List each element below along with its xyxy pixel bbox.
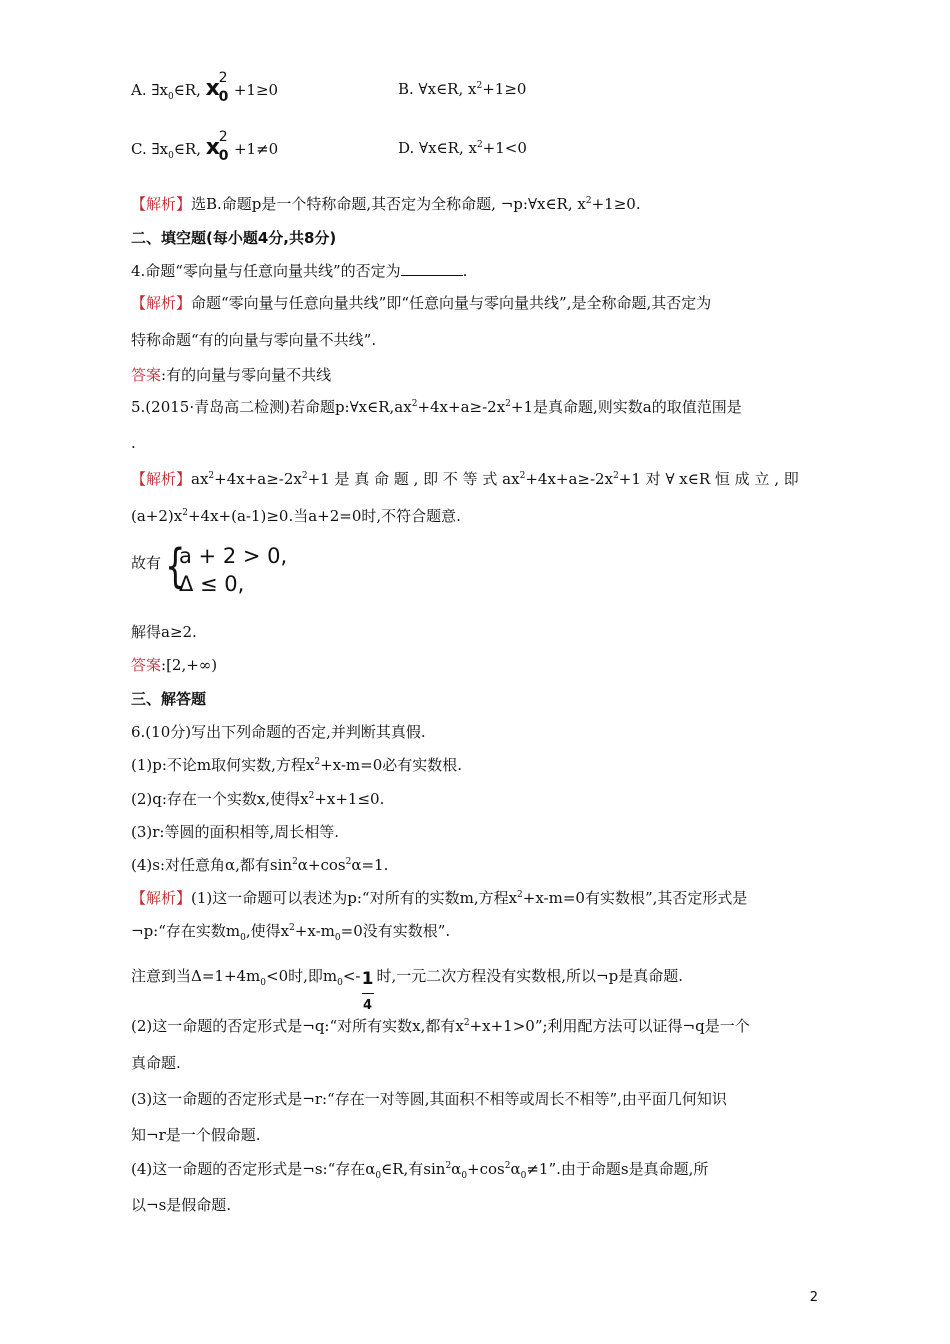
brace-icon: { [165, 539, 186, 593]
section-title-answer: 三、解答题 [131, 690, 207, 708]
q6-analysis-line4: (2)这一命题的否定形式是¬q:“对所有实数x,都有$x^2+x+1>0$”;利用配方法可以证得¬q是一个 [131, 1017, 750, 1035]
q6-analysis-line7: 知¬r是一个假命题. [131, 1126, 261, 1144]
q4-analysis-line2: 特称命题“有的向量与零向量不共线”. [131, 331, 377, 349]
question-5: 5.(2015·青岛高二检测)若命题$p:\forall x\in R,ax^2+4x+a\ge-2x^2+1$是真命题,则实数a的取值范围是 [131, 398, 742, 416]
system-eq2: Δ ≤ 0, [179, 572, 245, 596]
q5-solve: 解得a≥2. [131, 623, 197, 641]
q6-analysis-line9: 以¬s是假命题. [131, 1196, 232, 1214]
q6-part2: (2)q:存在一个实数x,使得$x^2+x+1\le 0$. [131, 790, 385, 808]
q4-answer: 答案:有的向量与零向量不共线 [131, 366, 332, 384]
q6-part4: (4)s:对任意角α,都有$\sin^2\alpha+\cos^2\alpha=1$. [131, 856, 389, 874]
system-eq1: a + 2 > 0, [179, 544, 288, 568]
question-5-line2: . [131, 434, 136, 452]
q6-part1: (1)p:不论m取何实数,方程$x^2+x-m=0$必有实数根. [131, 756, 463, 774]
q6-analysis-line2: ¬p:“存在实数$m_0$,使得$x^2+x-m_0=0$没有实数根”. [131, 922, 451, 943]
q6-analysis-line5: 真命题. [131, 1054, 181, 1072]
q6-analysis-line3: 注意到当$\Delta=1+4m_0<0$时,即$m_0<-$ 1 4 时,一元二次方程没有实数根,所以¬p是真命题. [131, 967, 683, 1013]
x0-squared: x 2 0 [205, 70, 229, 105]
page-number: 2 [809, 1290, 818, 1305]
answer-blank [401, 261, 463, 276]
q6-analysis-line6: (3)这一命题的否定形式是¬r:“存在一对等圆,其面积不相等或周长不相等”,由平面几何知识 [131, 1090, 727, 1108]
q5-answer: 答案:[2,+∞) [131, 656, 218, 674]
question-4: 4.命题“零向量与任意向量共线”的否定为 . [131, 262, 468, 280]
q5-analysis-line2: $(a+2)x^2+4x+(a-1)\ge 0$.当a+2=0时,不符合题意. [131, 507, 461, 525]
q5-analysis-line1: 【解析】$ax^2+4x+a\ge-2x^2+1$ 是 真 命 题 , 即 不 等 式 $ax^2+4x+a\ge-2x^2+1$ 对 ∀ x∈R 恒 成 立 , 即 [131, 470, 799, 488]
q3-analysis: 【解析】选B.命题p是一个特称命题,其否定为全称命题, ¬p:∀x∈R, $x^2+1\ge 0$. [131, 195, 641, 213]
option-a: A. $\exists x_0\in R$, x 2 0 +1≥0 [131, 70, 279, 105]
option-d: D. ∀x∈R, $x^2+1<0$ [398, 139, 527, 157]
q6-part3: (3)r:等圆的面积相等,周长相等. [131, 823, 340, 841]
option-b: B. ∀x∈R, $x^2+1\ge 0$ [398, 80, 527, 98]
option-c: C. $\exists x_0\in R$, x 2 0 +1≠0 [131, 129, 279, 164]
question-6: 6.(10分)写出下列命题的否定,并判断其真假. [131, 723, 426, 741]
section-title-fill-blank: 二、填空题(每小题4分,共8分) [131, 229, 337, 247]
q4-analysis-line1: 【解析】命题“零向量与任意向量共线”即“任意向量与零向量共线”,是全称命题,其否定为 [131, 294, 712, 312]
x0-squared: x 2 0 [205, 129, 229, 164]
system-lead: 故有 [131, 554, 162, 572]
q6-analysis-line1: 【解析】(1)这一命题可以表述为p:“对所有的实数m,方程$x^2+x-m=0$有实数根”,其否定形式是 [131, 889, 748, 907]
q6-analysis-line8: (4)这一命题的否定形式是¬s:“存在$\alpha_0\in R$,有$\sin^2\alpha_0+\cos^2\alpha_0\ne 1$”.由于命题s是真命题,所 [131, 1160, 709, 1181]
